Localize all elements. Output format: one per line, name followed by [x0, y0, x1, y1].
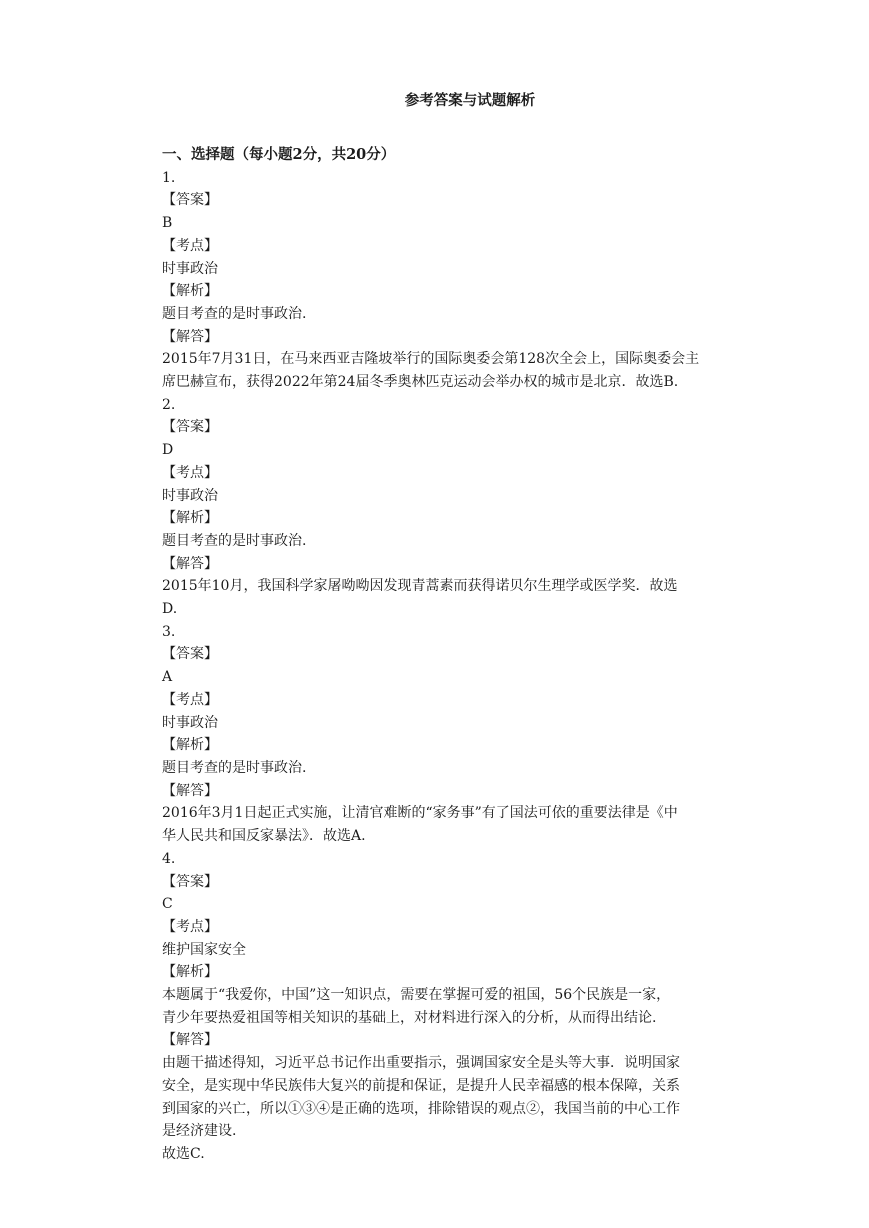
solution-text — [162, 575, 744, 620]
analysis-text: 题目考查的是时事政治. — [162, 759, 307, 776]
solution-text — [162, 802, 744, 847]
solution-label: 【解答】 — [162, 555, 218, 572]
solution-line: 2016年3月1日起正式实施，让清官难断的“家务事”有了国法可依的重要法律是《中 — [162, 805, 678, 822]
point-value: 维护国家安全 — [162, 941, 246, 958]
question-number: 2. — [162, 396, 176, 413]
solution-line: 安全，是实现中华民族伟大复兴的前提和保证，是提升人民幸福感的根本保障，关系 — [162, 1077, 680, 1094]
answer-label: 【答案】 — [162, 419, 218, 436]
solution-label: 【解答】 — [162, 328, 218, 345]
question-3 — [162, 621, 752, 848]
analysis-label: 【解析】 — [162, 283, 218, 300]
answer-value: C — [162, 896, 173, 913]
analysis-line: 本题属于“我爱你，中国”这一知识点，需要在掌握可爱的祖国，56个民族是一家， — [162, 987, 671, 1004]
answer-value: A — [162, 669, 173, 686]
question-number: 3. — [162, 623, 176, 640]
answer-label: 【答案】 — [162, 646, 218, 663]
document-page — [162, 86, 752, 1166]
solution-line: 是经济建设. — [162, 1123, 237, 1140]
solution-label: 【解答】 — [162, 782, 218, 799]
point-label: 【考点】 — [162, 918, 218, 935]
question-2 — [162, 394, 752, 621]
question-1 — [162, 167, 752, 394]
solution-line: 华人民共和国反家暴法》．故选A. — [162, 828, 366, 845]
solution-line: 2015年10月，我国科学家屠呦呦因发现青蒿素而获得诺贝尔生理学或医学奖．故选 — [162, 578, 678, 595]
analysis-text: 题目考查的是时事政治. — [162, 532, 307, 549]
analysis-label: 【解析】 — [162, 964, 218, 981]
question-number: 4. — [162, 850, 176, 867]
analysis-text: 题目考查的是时事政治. — [162, 305, 307, 322]
point-label: 【考点】 — [162, 237, 218, 254]
solution-text — [162, 348, 744, 393]
solution-line: 到国家的兴亡，所以①③④是正确的选项，排除错误的观点②，我国当前的中心工作 — [162, 1100, 680, 1117]
answer-label: 【答案】 — [162, 192, 218, 209]
answer-label: 【答案】 — [162, 873, 218, 890]
analysis-line: 青少年要热爱祖国等相关知识的基础上，对材料进行深入的分析，从而得出结论. — [162, 1009, 657, 1026]
analysis-label: 【解析】 — [162, 737, 218, 754]
section-heading: 一、选择题（每小题2分，共20分） — [162, 146, 396, 163]
point-value: 时事政治 — [162, 260, 218, 277]
solution-label: 【解答】 — [162, 1032, 218, 1049]
solution-text — [162, 1052, 744, 1166]
solution-line: 由题干描述得知，习近平总书记作出重要指示，强调国家安全是头等大事．说明国家 — [162, 1055, 680, 1072]
point-value: 时事政治 — [162, 487, 218, 504]
point-label: 【考点】 — [162, 464, 218, 481]
analysis-text — [162, 984, 744, 1029]
point-value: 时事政治 — [162, 714, 218, 731]
question-4 — [162, 848, 752, 1166]
solution-line: D. — [162, 601, 178, 618]
solution-line: 席巴赫宣布，获得2022年第24届冬季奥林匹克运动会举办权的城市是北京．故选B. — [162, 374, 679, 391]
page-title: 参考答案与试题解析 — [404, 92, 536, 109]
analysis-label: 【解析】 — [162, 510, 218, 527]
solution-line: 故选C. — [162, 1145, 205, 1162]
solution-line: 2015年7月31日，在马来西亚吉隆坡举行的国际奥委会第128次全会上，国际奥委会主 — [162, 351, 700, 368]
question-number: 1. — [162, 169, 176, 186]
point-label: 【考点】 — [162, 691, 218, 708]
answer-value: B — [162, 215, 173, 232]
answer-value: D — [162, 442, 174, 459]
